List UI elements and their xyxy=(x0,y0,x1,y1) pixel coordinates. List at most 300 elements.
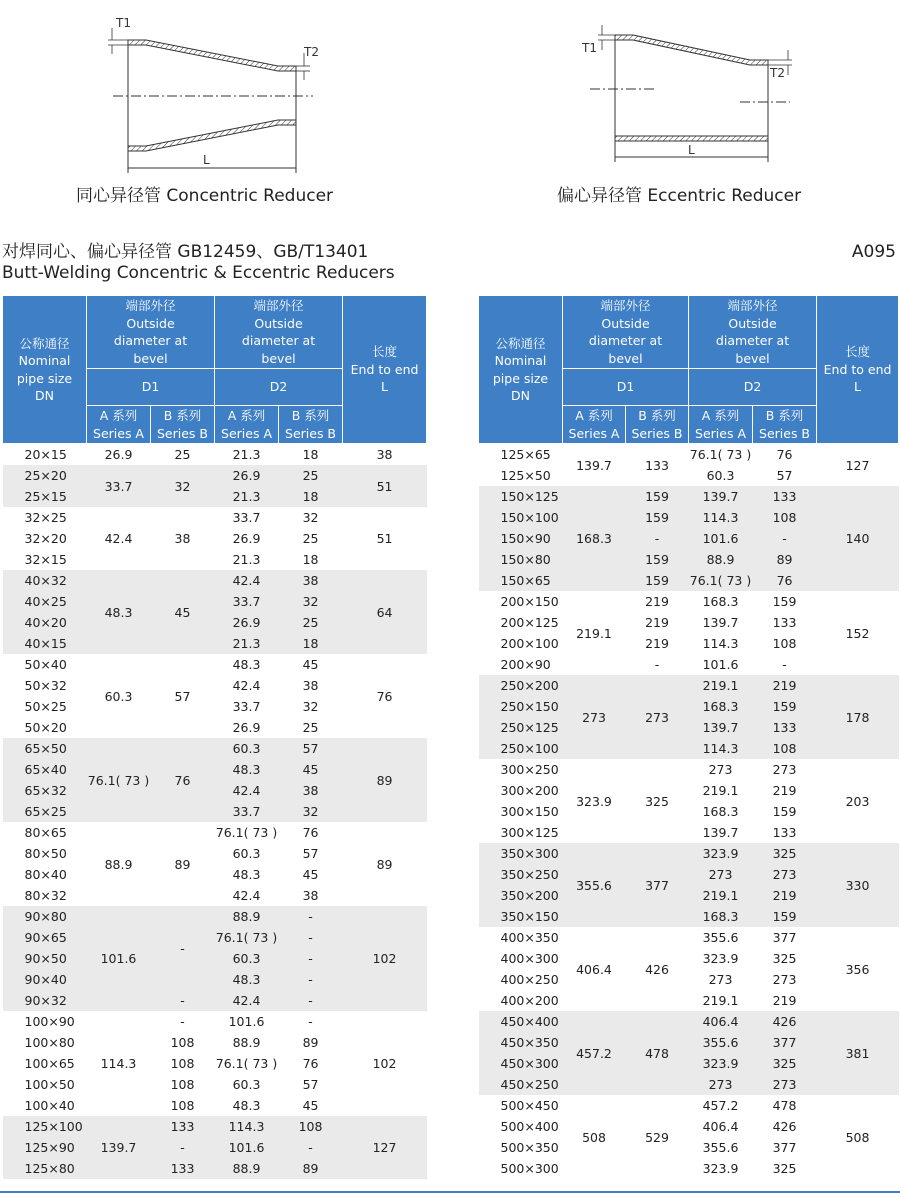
table-body-right xyxy=(479,444,899,1180)
d2-series-a-cell: 42.4 xyxy=(215,570,279,591)
d2-series-b-cell: 18 xyxy=(279,486,343,507)
d2-series-b-cell: 45 xyxy=(279,1095,343,1116)
length-cell: 508 xyxy=(817,1095,899,1179)
d2-series-b-cell: - xyxy=(279,948,343,969)
dn-cell: 150×80 xyxy=(479,549,563,570)
d2-series-a-cell: 355.6 xyxy=(689,927,753,948)
d2-series-b-cell: 133 xyxy=(753,486,817,507)
d2-series-b-cell: 76 xyxy=(753,570,817,591)
header-d2: D2 xyxy=(215,369,343,406)
dn-cell: 300×200 xyxy=(479,780,563,801)
d2-series-b-cell: 219 xyxy=(753,990,817,1011)
d2-series-a-cell: 114.3 xyxy=(689,507,753,528)
dn-cell: 500×300 xyxy=(479,1158,563,1179)
header-series-b: B 系列 Series B xyxy=(753,406,817,444)
d2-series-b-cell: 133 xyxy=(753,612,817,633)
d1-series-b-cell: - xyxy=(151,1137,215,1158)
d2-series-b-cell: 18 xyxy=(279,549,343,570)
d2-series-b-cell: 219 xyxy=(753,675,817,696)
d2-series-b-cell: 32 xyxy=(279,801,343,822)
d1-series-a-cell: 355.6 xyxy=(563,843,626,927)
d1-series-a-cell: 26.9 xyxy=(87,444,151,466)
d2-series-a-cell: 33.7 xyxy=(215,591,279,612)
dn-cell: 350×200 xyxy=(479,885,563,906)
dn-cell: 200×90 xyxy=(479,654,563,675)
bottom-rule xyxy=(0,1191,900,1193)
table-row xyxy=(479,1095,899,1116)
d1-series-a-cell: 60.3 xyxy=(87,654,151,738)
d2-series-a-cell: 139.7 xyxy=(689,486,753,507)
header-od1: 端部外径 Outside diameter at bevel xyxy=(563,296,689,369)
d2-series-b-cell: 76 xyxy=(279,1053,343,1074)
table-row xyxy=(479,843,899,864)
d2-series-b-cell: 133 xyxy=(753,822,817,843)
d2-series-a-cell: 42.4 xyxy=(215,675,279,696)
d2-series-a-cell: 323.9 xyxy=(689,1053,753,1074)
dn-cell: 150×125 xyxy=(479,486,563,507)
d2-series-a-cell: 273 xyxy=(689,969,753,990)
d2-series-b-cell: 25 xyxy=(279,465,343,486)
title-line-english: Butt-Welding Concentric & Eccentric Reducers xyxy=(2,263,395,283)
d2-series-a-cell: 21.3 xyxy=(215,486,279,507)
t1-label: T1 xyxy=(582,41,597,55)
dn-cell: 500×350 xyxy=(479,1137,563,1158)
d2-series-a-cell: 101.6 xyxy=(689,528,753,549)
dn-cell: 80×40 xyxy=(3,864,87,885)
dn-cell: 400×250 xyxy=(479,969,563,990)
dn-cell: 50×40 xyxy=(3,654,87,675)
length-cell: 51 xyxy=(343,465,427,507)
length-cell: 89 xyxy=(343,822,427,906)
d2-series-a-cell: 101.6 xyxy=(215,1011,279,1032)
d2-series-b-cell: 273 xyxy=(753,759,817,780)
d1-series-b-cell: 159 xyxy=(626,549,689,570)
d1-series-b-cell: 377 xyxy=(626,843,689,927)
reducer-spec-table-right xyxy=(478,295,899,1179)
d1-series-a-cell: 273 xyxy=(563,675,626,759)
d2-series-b-cell: 45 xyxy=(279,864,343,885)
d2-series-a-cell: 273 xyxy=(689,759,753,780)
d2-series-a-cell: 26.9 xyxy=(215,528,279,549)
dn-cell: 90×50 xyxy=(3,948,87,969)
d2-series-a-cell: 88.9 xyxy=(215,1158,279,1179)
t2-label: T2 xyxy=(304,45,319,59)
d1-series-b-cell: - xyxy=(151,990,215,1011)
dn-cell: 50×32 xyxy=(3,675,87,696)
d2-series-a-cell: 76.1( 73 ) xyxy=(689,444,753,466)
d2-series-b-cell: 25 xyxy=(279,717,343,738)
dn-cell: 80×65 xyxy=(3,822,87,843)
table-row xyxy=(479,927,899,948)
d1-series-b-cell: 159 xyxy=(626,570,689,591)
table-row xyxy=(3,444,427,466)
d1-series-b-cell: 219 xyxy=(626,633,689,654)
d2-series-b-cell: 32 xyxy=(279,507,343,528)
d2-series-a-cell: 26.9 xyxy=(215,717,279,738)
d2-series-b-cell: 18 xyxy=(279,444,343,466)
length-cell: 51 xyxy=(343,507,427,570)
dn-cell: 250×125 xyxy=(479,717,563,738)
length-cell: 127 xyxy=(817,444,899,487)
dn-cell: 80×32 xyxy=(3,885,87,906)
d1-series-b-cell: 45 xyxy=(151,570,215,654)
d2-series-a-cell: 114.3 xyxy=(689,633,753,654)
d2-series-b-cell: 38 xyxy=(279,885,343,906)
concentric-reducer-figure xyxy=(98,8,328,173)
dn-cell: 150×65 xyxy=(479,570,563,591)
d2-series-b-cell: 273 xyxy=(753,969,817,990)
d2-series-a-cell: 219.1 xyxy=(689,780,753,801)
d2-series-b-cell: - xyxy=(279,990,343,1011)
d1-series-b-cell: 133 xyxy=(151,1158,215,1179)
table-row xyxy=(479,591,899,612)
d1-series-b-cell: 89 xyxy=(151,822,215,906)
d2-series-a-cell: 168.3 xyxy=(689,591,753,612)
d1-series-b-cell: 529 xyxy=(626,1095,689,1179)
dn-cell: 250×100 xyxy=(479,738,563,759)
dn-cell: 40×20 xyxy=(3,612,87,633)
d1-series-b-cell: 133 xyxy=(151,1116,215,1137)
table-row xyxy=(479,444,899,466)
d2-series-a-cell: 42.4 xyxy=(215,990,279,1011)
dn-cell: 300×150 xyxy=(479,801,563,822)
dn-cell: 200×125 xyxy=(479,612,563,633)
dn-cell: 500×450 xyxy=(479,1095,563,1116)
d1-series-b-cell: 219 xyxy=(626,591,689,612)
d2-series-b-cell: 32 xyxy=(279,696,343,717)
d1-series-b-cell: 478 xyxy=(626,1011,689,1095)
dn-cell: 350×250 xyxy=(479,864,563,885)
dn-cell: 150×100 xyxy=(479,507,563,528)
d1-series-a-cell: 457.2 xyxy=(563,1011,626,1095)
d2-series-b-cell: 159 xyxy=(753,591,817,612)
dn-cell: 125×80 xyxy=(3,1158,87,1179)
d2-series-a-cell: 101.6 xyxy=(215,1137,279,1158)
d2-series-a-cell: 60.3 xyxy=(215,1074,279,1095)
d2-series-a-cell: 76.1( 73 ) xyxy=(689,570,753,591)
dn-cell: 65×25 xyxy=(3,801,87,822)
d2-series-b-cell: 159 xyxy=(753,906,817,927)
d2-series-b-cell: 219 xyxy=(753,885,817,906)
table-row xyxy=(3,570,427,591)
length-cell: 152 xyxy=(817,591,899,675)
d1-series-b-cell: 159 xyxy=(626,507,689,528)
header-series-a: A 系列 Series A xyxy=(689,406,753,444)
d2-series-b-cell: 57 xyxy=(279,1074,343,1095)
d2-series-a-cell: 114.3 xyxy=(215,1116,279,1137)
dn-cell: 100×80 xyxy=(3,1032,87,1053)
length-cell: 140 xyxy=(817,486,899,591)
dn-cell: 150×90 xyxy=(479,528,563,549)
length-label: L xyxy=(688,143,695,157)
d2-series-a-cell: 219.1 xyxy=(689,885,753,906)
dn-cell: 200×150 xyxy=(479,591,563,612)
header-dn: 公称通径 Nominal pipe size DN xyxy=(479,296,563,444)
header-length: 长度 End to end L xyxy=(343,296,427,444)
d2-series-a-cell: 60.3 xyxy=(215,843,279,864)
dn-cell: 32×25 xyxy=(3,507,87,528)
d1-series-b-cell: 108 xyxy=(151,1074,215,1095)
d2-series-a-cell: 406.4 xyxy=(689,1011,753,1032)
dn-cell: 125×50 xyxy=(479,465,563,486)
d2-series-a-cell: 457.2 xyxy=(689,1095,753,1116)
concentric-caption: 同心异径管 Concentric Reducer xyxy=(76,186,334,206)
d2-series-a-cell: 48.3 xyxy=(215,1095,279,1116)
dn-cell: 450×300 xyxy=(479,1053,563,1074)
d2-series-a-cell: 219.1 xyxy=(689,675,753,696)
table-row xyxy=(3,822,427,843)
header-d1: D1 xyxy=(87,369,215,406)
dn-cell: 500×400 xyxy=(479,1116,563,1137)
dn-cell: 80×50 xyxy=(3,843,87,864)
t2-label: T2 xyxy=(770,66,785,80)
d2-series-b-cell: 89 xyxy=(279,1032,343,1053)
dn-cell: 25×15 xyxy=(3,486,87,507)
d2-series-b-cell: 426 xyxy=(753,1116,817,1137)
dn-cell: 250×200 xyxy=(479,675,563,696)
d2-series-b-cell: - xyxy=(279,1137,343,1158)
d2-series-b-cell: 25 xyxy=(279,612,343,633)
d1-series-b-cell: 159 xyxy=(626,486,689,507)
d2-series-a-cell: 168.3 xyxy=(689,906,753,927)
d1-series-b-cell: 219 xyxy=(626,612,689,633)
dn-cell: 125×65 xyxy=(479,444,563,466)
d1-series-a-cell: 88.9 xyxy=(87,822,151,906)
d1-series-b-cell: - xyxy=(626,654,689,675)
table-row xyxy=(3,465,427,486)
d2-series-b-cell: - xyxy=(279,927,343,948)
d2-series-a-cell: 168.3 xyxy=(689,696,753,717)
d2-series-b-cell: 76 xyxy=(753,444,817,466)
table-row xyxy=(3,738,427,759)
d2-series-b-cell: 89 xyxy=(279,1158,343,1179)
d1-series-b-cell: 426 xyxy=(626,927,689,1011)
d2-series-a-cell: 168.3 xyxy=(689,801,753,822)
d2-series-b-cell: 325 xyxy=(753,948,817,969)
length-label: L xyxy=(203,153,210,167)
d2-series-a-cell: 33.7 xyxy=(215,696,279,717)
length-cell: 127 xyxy=(343,1116,427,1179)
d2-series-b-cell: 273 xyxy=(753,1074,817,1095)
d1-series-b-cell: 325 xyxy=(626,759,689,843)
dn-cell: 100×90 xyxy=(3,1011,87,1032)
dn-cell: 20×15 xyxy=(3,444,87,466)
d2-series-b-cell: 325 xyxy=(753,843,817,864)
d2-series-a-cell: 139.7 xyxy=(689,612,753,633)
eccentric-reducer-drawing xyxy=(580,20,805,170)
d2-series-a-cell: 21.3 xyxy=(215,633,279,654)
dn-cell: 65×50 xyxy=(3,738,87,759)
d2-series-b-cell: 45 xyxy=(279,759,343,780)
d2-series-b-cell: 325 xyxy=(753,1158,817,1179)
dn-cell: 125×90 xyxy=(3,1137,87,1158)
dn-cell: 400×300 xyxy=(479,948,563,969)
d1-series-b-cell: 108 xyxy=(151,1095,215,1116)
d1-series-a-cell: 168.3 xyxy=(563,486,626,591)
dn-cell: 450×350 xyxy=(479,1032,563,1053)
header-od2: 端部外径 Outside diameter at bevel xyxy=(689,296,817,369)
dn-cell: 90×80 xyxy=(3,906,87,927)
dn-cell: 40×25 xyxy=(3,591,87,612)
header-series-b: B 系列 Series B xyxy=(151,406,215,444)
d2-series-a-cell: 101.6 xyxy=(689,654,753,675)
d2-series-a-cell: 76.1( 73 ) xyxy=(215,822,279,843)
d2-series-a-cell: 42.4 xyxy=(215,780,279,801)
d2-series-b-cell: 219 xyxy=(753,780,817,801)
d2-series-a-cell: 60.3 xyxy=(689,465,753,486)
d2-series-a-cell: 21.3 xyxy=(215,549,279,570)
d2-series-a-cell: 88.9 xyxy=(215,906,279,927)
table-row xyxy=(3,1011,427,1032)
d2-series-a-cell: 273 xyxy=(689,864,753,885)
d2-series-b-cell: 25 xyxy=(279,528,343,549)
header-series-b: B 系列 Series B xyxy=(626,406,689,444)
d1-series-b-cell: 108 xyxy=(151,1053,215,1074)
d1-series-b-cell: 32 xyxy=(151,465,215,507)
d1-series-a-cell: 76.1( 73 ) xyxy=(87,738,151,822)
d2-series-a-cell: 21.3 xyxy=(215,444,279,466)
table-row xyxy=(479,675,899,696)
d1-series-b-cell: - xyxy=(151,1011,215,1032)
header-od2: 端部外径 Outside diameter at bevel xyxy=(215,296,343,369)
d1-series-a-cell: 114.3 xyxy=(87,1011,151,1116)
d2-series-a-cell: 26.9 xyxy=(215,612,279,633)
d2-series-b-cell: - xyxy=(279,1011,343,1032)
dn-cell: 300×125 xyxy=(479,822,563,843)
length-cell: 76 xyxy=(343,654,427,738)
d1-series-b-cell: - xyxy=(626,528,689,549)
dn-cell: 450×400 xyxy=(479,1011,563,1032)
header-dn: 公称通径 Nominal pipe size DN xyxy=(3,296,87,444)
d2-series-a-cell: 273 xyxy=(689,1074,753,1095)
dn-cell: 300×250 xyxy=(479,759,563,780)
d2-series-b-cell: - xyxy=(279,906,343,927)
d2-series-b-cell: 133 xyxy=(753,717,817,738)
reducer-spec-table-left xyxy=(2,295,427,1179)
table-row xyxy=(3,1116,427,1137)
d2-series-a-cell: 33.7 xyxy=(215,507,279,528)
d2-series-b-cell: - xyxy=(753,528,817,549)
table-row xyxy=(3,654,427,675)
length-cell: 178 xyxy=(817,675,899,759)
d2-series-b-cell: 273 xyxy=(753,864,817,885)
dn-cell: 90×32 xyxy=(3,990,87,1011)
d1-series-b-cell: 273 xyxy=(626,675,689,759)
d1-series-b-cell: 76 xyxy=(151,738,215,822)
page-code: A095 xyxy=(851,242,896,262)
length-cell: 89 xyxy=(343,738,427,822)
d2-series-a-cell: 48.3 xyxy=(215,654,279,675)
dn-cell: 90×65 xyxy=(3,927,87,948)
header-length: 长度 End to end L xyxy=(817,296,899,444)
dn-cell: 400×350 xyxy=(479,927,563,948)
dn-cell: 50×25 xyxy=(3,696,87,717)
d2-series-b-cell: 18 xyxy=(279,633,343,654)
d2-series-a-cell: 88.9 xyxy=(215,1032,279,1053)
d2-series-b-cell: 38 xyxy=(279,570,343,591)
d2-series-a-cell: 88.9 xyxy=(689,549,753,570)
dn-cell: 125×100 xyxy=(3,1116,87,1137)
dn-cell: 40×15 xyxy=(3,633,87,654)
d2-series-a-cell: 139.7 xyxy=(689,822,753,843)
dn-cell: 32×20 xyxy=(3,528,87,549)
header-d1: D1 xyxy=(563,369,689,406)
d2-series-b-cell: 478 xyxy=(753,1095,817,1116)
d2-series-a-cell: 139.7 xyxy=(689,717,753,738)
d2-series-b-cell: 57 xyxy=(753,465,817,486)
dn-cell: 400×200 xyxy=(479,990,563,1011)
dn-cell: 40×32 xyxy=(3,570,87,591)
d1-series-a-cell: 406.4 xyxy=(563,927,626,1011)
dn-cell: 100×65 xyxy=(3,1053,87,1074)
d1-series-a-cell: 101.6 xyxy=(87,906,151,1011)
d2-series-a-cell: 60.3 xyxy=(215,948,279,969)
dn-cell: 50×20 xyxy=(3,717,87,738)
d2-series-a-cell: 33.7 xyxy=(215,801,279,822)
d2-series-a-cell: 48.3 xyxy=(215,864,279,885)
d2-series-a-cell: 48.3 xyxy=(215,759,279,780)
d2-series-a-cell: 114.3 xyxy=(689,738,753,759)
d2-series-b-cell: - xyxy=(753,654,817,675)
d2-series-b-cell: 377 xyxy=(753,927,817,948)
length-cell: 356 xyxy=(817,927,899,1011)
d2-series-b-cell: 57 xyxy=(279,738,343,759)
table-body-left xyxy=(3,444,427,1180)
dn-cell: 25×20 xyxy=(3,465,87,486)
d2-series-a-cell: 26.9 xyxy=(215,465,279,486)
d2-series-a-cell: 323.9 xyxy=(689,948,753,969)
dn-cell: 450×250 xyxy=(479,1074,563,1095)
eccentric-reducer-figure xyxy=(580,20,805,170)
length-cell: 330 xyxy=(817,843,899,927)
dn-cell: 90×40 xyxy=(3,969,87,990)
d2-series-a-cell: 76.1( 73 ) xyxy=(215,927,279,948)
d2-series-a-cell: 355.6 xyxy=(689,1137,753,1158)
header-d2: D2 xyxy=(689,369,817,406)
t1-label: T1 xyxy=(116,16,131,30)
d2-series-a-cell: 42.4 xyxy=(215,885,279,906)
header-series-a: A 系列 Series A xyxy=(563,406,626,444)
length-cell: 203 xyxy=(817,759,899,843)
d2-series-b-cell: 38 xyxy=(279,675,343,696)
table-row xyxy=(479,1011,899,1032)
d2-series-b-cell: 38 xyxy=(279,780,343,801)
dn-cell: 65×40 xyxy=(3,759,87,780)
dn-cell: 350×150 xyxy=(479,906,563,927)
d2-series-b-cell: 159 xyxy=(753,696,817,717)
dn-cell: 100×50 xyxy=(3,1074,87,1095)
concentric-reducer-drawing xyxy=(98,8,328,173)
eccentric-caption: 偏心异径管 Eccentric Reducer xyxy=(557,186,802,206)
d2-series-a-cell: 355.6 xyxy=(689,1032,753,1053)
dn-cell: 350×300 xyxy=(479,843,563,864)
d2-series-b-cell: 45 xyxy=(279,654,343,675)
dn-cell: 100×40 xyxy=(3,1095,87,1116)
dn-cell: 65×32 xyxy=(3,780,87,801)
d1-series-a-cell: 139.7 xyxy=(87,1116,151,1179)
table-row xyxy=(3,906,427,927)
header-series-a: A 系列 Series A xyxy=(215,406,279,444)
dn-cell: 200×100 xyxy=(479,633,563,654)
header-series-a: A 系列 Series A xyxy=(87,406,151,444)
d2-series-b-cell: 377 xyxy=(753,1137,817,1158)
d2-series-a-cell: 76.1( 73 ) xyxy=(215,1053,279,1074)
dn-cell: 250×150 xyxy=(479,696,563,717)
d2-series-b-cell: 32 xyxy=(279,591,343,612)
d2-series-a-cell: 60.3 xyxy=(215,738,279,759)
d2-series-b-cell: 76 xyxy=(279,822,343,843)
d1-series-a-cell: 323.9 xyxy=(563,759,626,843)
